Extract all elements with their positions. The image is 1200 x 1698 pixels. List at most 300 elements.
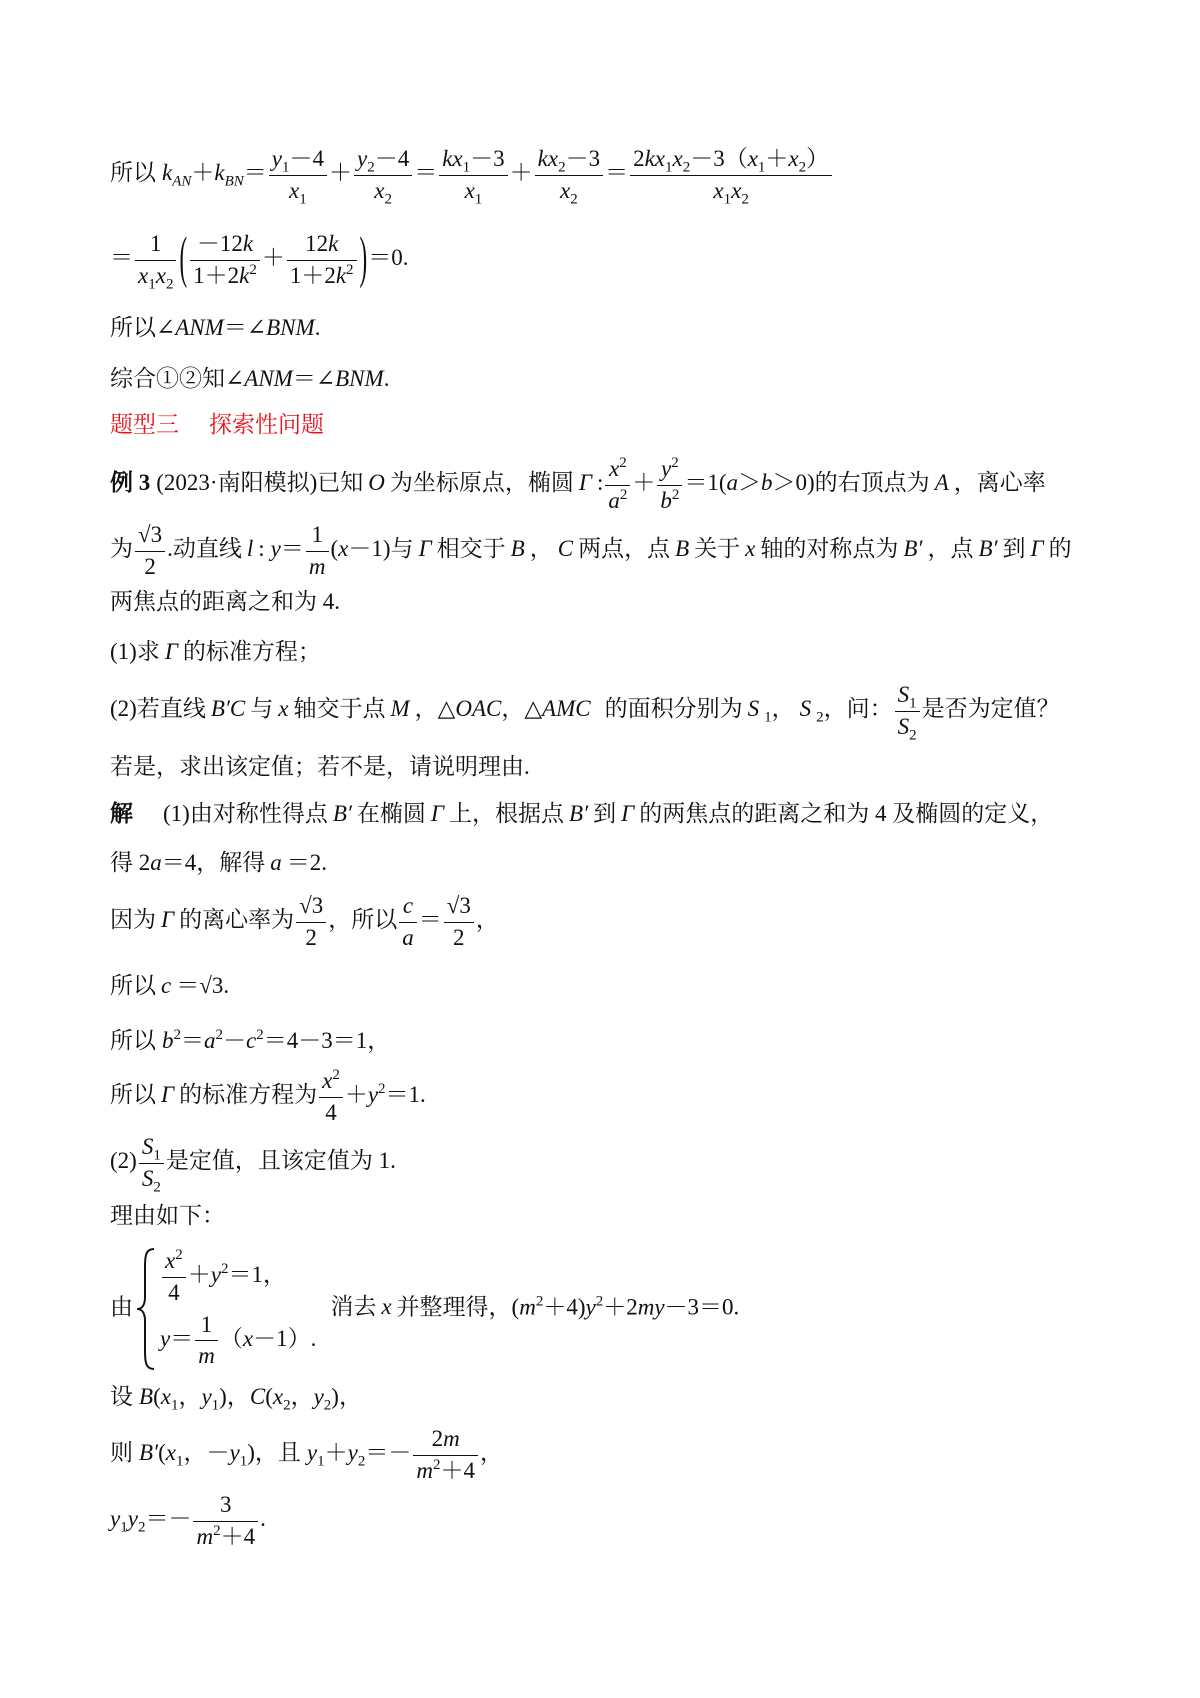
variable: B bbox=[675, 536, 690, 562]
subscript: 2 bbox=[741, 190, 749, 207]
text: .动直线 bbox=[167, 536, 242, 562]
variable: y bbox=[367, 1082, 379, 1108]
variable: Γ bbox=[1030, 536, 1044, 562]
operator: ＝ bbox=[418, 907, 442, 933]
variable: x bbox=[155, 262, 166, 288]
variable: y bbox=[270, 536, 281, 562]
numerator bbox=[287, 231, 357, 260]
variable: AMC bbox=[542, 696, 591, 722]
variable: k bbox=[335, 262, 347, 288]
operator: ＋ bbox=[324, 1440, 348, 1466]
subscript: 1 bbox=[764, 709, 772, 726]
variable: M bbox=[390, 696, 410, 722]
denominator bbox=[195, 1341, 218, 1369]
text: －4 bbox=[289, 146, 324, 172]
variable: C bbox=[249, 1384, 266, 1410]
text: ( bbox=[265, 1384, 273, 1410]
text: ， bbox=[290, 1384, 314, 1410]
text: 1 bbox=[200, 1312, 213, 1337]
subscript: 2 bbox=[570, 190, 578, 207]
operator: ＋ bbox=[191, 160, 215, 186]
variable: B bbox=[139, 1384, 154, 1410]
variable: a bbox=[204, 1028, 216, 1054]
variable: x bbox=[165, 1440, 176, 1466]
variable: x bbox=[272, 1384, 284, 1410]
superscript: 2 bbox=[213, 1522, 221, 1539]
variable: a bbox=[402, 924, 414, 950]
text: 是定值，且该定值为 1. bbox=[165, 1148, 396, 1174]
text: （ bbox=[219, 1326, 243, 1352]
text: 的标准方程； bbox=[182, 639, 321, 665]
superscript: 2 bbox=[432, 1456, 441, 1473]
denominator bbox=[193, 1522, 258, 1550]
subscript: 2 bbox=[367, 159, 375, 176]
line-content bbox=[110, 1068, 426, 1126]
subscript: 2 bbox=[558, 159, 566, 176]
text: ＝1， bbox=[228, 1262, 286, 1288]
operator: ＋ bbox=[261, 245, 285, 271]
text: 的标准方程为 bbox=[179, 1082, 318, 1108]
text: 的 bbox=[1048, 536, 1072, 562]
variable: m bbox=[198, 1343, 215, 1369]
fraction bbox=[319, 1068, 343, 1126]
numerator bbox=[413, 1426, 478, 1455]
superscript: 2 bbox=[220, 1261, 229, 1278]
subscript: 1 bbox=[909, 695, 917, 712]
denominator bbox=[399, 923, 417, 951]
text: : bbox=[596, 470, 604, 496]
text: 与 bbox=[250, 696, 274, 722]
text: √3 bbox=[299, 893, 324, 919]
variable: x bbox=[381, 1294, 392, 1320]
variable: B′ bbox=[332, 801, 352, 827]
variable: c bbox=[246, 1028, 257, 1054]
line-content bbox=[110, 1027, 390, 1055]
left-parenthesis: ( bbox=[179, 226, 188, 289]
variable: b bbox=[162, 1028, 174, 1054]
line-content bbox=[110, 365, 389, 393]
variable: x bbox=[608, 456, 620, 482]
text: －3 bbox=[565, 146, 601, 172]
numerator bbox=[135, 231, 176, 260]
text: 则 bbox=[110, 1440, 133, 1466]
text: 所以 bbox=[110, 1028, 156, 1054]
variable: x bbox=[559, 177, 571, 203]
operator: ＝－ bbox=[145, 1506, 192, 1532]
variable: x bbox=[338, 536, 349, 562]
text: 轴交于点 bbox=[293, 696, 386, 722]
text: ＝0. bbox=[368, 245, 409, 271]
superscript: 2 bbox=[332, 1067, 340, 1084]
text: ， bbox=[771, 696, 795, 722]
numerator bbox=[439, 146, 507, 175]
text: √3 bbox=[446, 893, 471, 919]
numerator bbox=[605, 456, 630, 485]
operator: ＋ bbox=[187, 1262, 211, 1288]
variable: y bbox=[110, 1506, 121, 1532]
numerator bbox=[139, 1134, 164, 1163]
text: ） bbox=[806, 146, 830, 172]
text: 到 bbox=[593, 801, 617, 827]
denominator bbox=[895, 712, 920, 743]
text: (1)求 bbox=[110, 639, 160, 665]
variable: C bbox=[557, 536, 574, 562]
text: ，点 bbox=[927, 536, 974, 562]
operator: ＋ bbox=[509, 160, 533, 186]
text: 消去 bbox=[330, 1294, 377, 1320]
text: 2 bbox=[633, 146, 645, 172]
text: ＋4 bbox=[220, 1523, 256, 1549]
variable: x bbox=[165, 1248, 176, 1274]
text: 为 bbox=[110, 536, 133, 562]
text: . bbox=[314, 315, 321, 341]
text: 相交于 bbox=[436, 536, 506, 562]
variable: ANM bbox=[175, 315, 224, 341]
text: ＞0)的右顶点为 bbox=[772, 470, 930, 496]
text: 1 bbox=[311, 522, 323, 548]
text: ＝√3. bbox=[176, 973, 230, 999]
variable: y bbox=[229, 1440, 240, 1466]
denominator bbox=[444, 923, 474, 951]
variable: k bbox=[328, 231, 339, 257]
denominator bbox=[135, 261, 176, 292]
numerator bbox=[895, 682, 920, 711]
variable: x bbox=[160, 1384, 171, 1410]
fraction bbox=[630, 146, 832, 207]
text: )， bbox=[219, 1384, 250, 1410]
variable: B′C bbox=[210, 696, 246, 722]
text: ＝4，解得 bbox=[161, 850, 266, 876]
text: 的离心率为 bbox=[179, 907, 295, 933]
text: －4 bbox=[374, 146, 410, 172]
text: . bbox=[383, 366, 390, 392]
subscript: 2 bbox=[153, 1178, 161, 1195]
fraction bbox=[354, 146, 412, 207]
text: (1)由对称性得点 bbox=[163, 801, 328, 827]
text: 4 bbox=[325, 1099, 337, 1125]
text: 所以 bbox=[110, 973, 156, 999]
text: 12 bbox=[305, 231, 329, 257]
text: )， bbox=[331, 1384, 362, 1410]
text: )，且 bbox=[247, 1440, 301, 1466]
line-content bbox=[110, 456, 1046, 514]
fraction bbox=[269, 146, 327, 207]
variable: a bbox=[726, 470, 739, 496]
variable: m bbox=[416, 1457, 433, 1483]
variable: Γ bbox=[430, 801, 445, 827]
subscript: 2 bbox=[909, 726, 917, 743]
operator: ＝ bbox=[181, 1028, 204, 1054]
variable: B′ bbox=[569, 801, 589, 827]
text: 的两焦点的距离之和为 4 及椭圆的定义， bbox=[639, 801, 1054, 827]
text: ( bbox=[153, 1384, 161, 1410]
text: 2 bbox=[144, 553, 156, 579]
denominator bbox=[162, 1278, 186, 1306]
numerator bbox=[135, 522, 165, 551]
subscript: 1 bbox=[239, 1453, 248, 1470]
variable: x bbox=[138, 262, 149, 288]
superscript: 2 bbox=[378, 1081, 386, 1098]
variable: x bbox=[289, 177, 300, 203]
text: 关于 bbox=[694, 536, 741, 562]
text: －3＝0. bbox=[664, 1294, 740, 1320]
text: 两焦点的距离之和为 4. bbox=[110, 589, 340, 615]
text: ， bbox=[178, 1384, 202, 1410]
fraction bbox=[135, 231, 176, 292]
line-content bbox=[110, 682, 1060, 743]
subscript: 1 bbox=[282, 159, 290, 176]
fraction bbox=[190, 231, 260, 289]
text: 设 bbox=[110, 1384, 133, 1410]
right-parenthesis: ) bbox=[359, 226, 368, 289]
numerator bbox=[269, 146, 327, 175]
fraction bbox=[193, 1492, 258, 1550]
section-number: 题型三 bbox=[110, 412, 179, 438]
numerator bbox=[193, 1492, 258, 1521]
text: 1＋2 bbox=[289, 262, 336, 288]
subscript: 2 bbox=[283, 1397, 291, 1414]
numerator bbox=[195, 1312, 218, 1341]
subscript: 1 bbox=[462, 159, 471, 176]
variable: B′ bbox=[978, 536, 998, 562]
variable: y bbox=[585, 1294, 596, 1320]
superscript: 2 bbox=[671, 455, 679, 472]
text: －3（ bbox=[690, 146, 748, 172]
line-content bbox=[110, 972, 229, 1000]
subscript: 2 bbox=[816, 709, 824, 726]
variable: x bbox=[464, 177, 475, 203]
left-brace bbox=[135, 1247, 157, 1371]
superscript: 2 bbox=[215, 1027, 223, 1044]
line-content bbox=[110, 411, 324, 439]
line-content bbox=[110, 588, 340, 616]
variable: m bbox=[308, 553, 326, 579]
system-row-2 bbox=[160, 1312, 316, 1370]
text: ，△ bbox=[501, 696, 543, 722]
fraction bbox=[895, 682, 920, 743]
section-title: 探索性问题 bbox=[209, 412, 324, 438]
variable: OAC bbox=[455, 696, 502, 722]
variable: y bbox=[210, 1262, 221, 1288]
line-content bbox=[110, 1492, 266, 1550]
variable: x bbox=[322, 1068, 333, 1094]
line-content bbox=[110, 314, 320, 342]
subscript: 1 bbox=[317, 1453, 325, 1470]
variable: b bbox=[761, 470, 773, 496]
variable: y bbox=[201, 1384, 212, 1410]
denominator bbox=[657, 486, 682, 514]
text: 上，根据点 bbox=[449, 801, 565, 827]
text: 1 bbox=[149, 231, 162, 257]
variable: A bbox=[934, 470, 949, 496]
numerator bbox=[190, 231, 260, 260]
variable: k bbox=[162, 160, 173, 186]
text: (2) bbox=[110, 1148, 137, 1174]
text: 理由如下： bbox=[110, 1203, 225, 1229]
variable: kx bbox=[644, 146, 665, 172]
subscript: 1 bbox=[175, 1453, 184, 1470]
numerator bbox=[319, 1068, 343, 1097]
text: 的面积分别为 bbox=[604, 696, 743, 722]
text: ＝1( bbox=[684, 470, 727, 496]
fraction bbox=[657, 456, 682, 514]
line-content bbox=[110, 753, 530, 781]
example-label: 例 3 bbox=[110, 470, 151, 496]
text: ＋4 bbox=[440, 1457, 475, 1483]
numerator bbox=[306, 522, 329, 551]
numerator bbox=[399, 893, 417, 922]
variable: Γ bbox=[621, 801, 635, 827]
variable: x bbox=[713, 177, 724, 203]
fraction bbox=[605, 456, 630, 514]
subscript: 1 bbox=[474, 190, 483, 207]
variable: Γ bbox=[418, 536, 432, 562]
superscript: 2 bbox=[346, 261, 354, 278]
line-content bbox=[110, 1202, 225, 1230]
subscript: 2 bbox=[682, 159, 691, 176]
variable: x bbox=[747, 146, 758, 172]
superscript: 2 bbox=[173, 1027, 181, 1044]
variable: m bbox=[443, 1426, 460, 1452]
variable: B′ bbox=[903, 536, 923, 562]
denominator bbox=[535, 176, 603, 207]
operator: ＝ bbox=[414, 160, 438, 186]
text: 2 bbox=[453, 924, 465, 950]
text: ＋4) bbox=[543, 1294, 586, 1320]
variable: y bbox=[357, 146, 368, 172]
fraction bbox=[306, 522, 329, 580]
text: 到 bbox=[1002, 536, 1026, 562]
operator: ＝－ bbox=[365, 1440, 412, 1466]
variable: k bbox=[242, 231, 254, 257]
text: ，－ bbox=[183, 1440, 230, 1466]
text: 并整理得，( bbox=[396, 1294, 520, 1320]
fraction bbox=[287, 231, 357, 289]
variable: y bbox=[271, 146, 282, 172]
variable: Γ bbox=[161, 1082, 175, 1108]
text: 为坐标原点，椭圆 bbox=[389, 470, 574, 496]
text: 2 bbox=[305, 924, 317, 950]
variable: S bbox=[799, 696, 812, 722]
variable: x bbox=[788, 146, 799, 172]
text: ，所以 bbox=[328, 907, 398, 933]
denominator bbox=[287, 261, 357, 289]
text: . bbox=[260, 1506, 266, 1532]
fraction bbox=[535, 146, 603, 207]
denominator bbox=[306, 552, 329, 580]
variable: l bbox=[246, 536, 254, 562]
text: －12 bbox=[196, 231, 243, 257]
variable: BNM bbox=[335, 366, 384, 392]
denominator bbox=[139, 1164, 164, 1195]
subscript: 1 bbox=[299, 190, 307, 207]
subscript: 1 bbox=[757, 159, 766, 176]
text: ＝∠ bbox=[223, 315, 267, 341]
text: ＝∠ bbox=[292, 366, 336, 392]
variable: y bbox=[660, 456, 672, 482]
variable: y bbox=[160, 1326, 171, 1352]
text: 1＋2 bbox=[193, 262, 240, 288]
solution-label: 解 bbox=[110, 801, 133, 827]
text: 轴的对称点为 bbox=[760, 536, 899, 562]
text: 在椭圆 bbox=[356, 801, 426, 827]
fraction bbox=[296, 893, 326, 951]
fraction bbox=[413, 1426, 478, 1484]
variable: S bbox=[141, 1134, 154, 1160]
text: －1）. bbox=[253, 1326, 317, 1352]
subscript: 2 bbox=[384, 190, 392, 207]
text: ， bbox=[479, 1440, 503, 1466]
text: 若是，求出该定值；若不是，请说明理由. bbox=[110, 754, 530, 780]
variable: y bbox=[313, 1384, 324, 1410]
subscript: BN bbox=[224, 173, 244, 190]
text: (2)若直线 bbox=[110, 696, 206, 722]
text: －3 bbox=[470, 146, 505, 172]
variable: S bbox=[747, 696, 760, 722]
variable: m bbox=[196, 1523, 214, 1549]
numerator bbox=[657, 456, 682, 485]
text: ， bbox=[529, 536, 553, 562]
denominator bbox=[296, 923, 326, 951]
numerator bbox=[444, 893, 474, 922]
variable: x bbox=[745, 536, 756, 562]
variable: m bbox=[519, 1294, 536, 1320]
superscript: 2 bbox=[671, 486, 680, 503]
text: (2023·南阳模拟)已知 bbox=[156, 470, 364, 496]
line-content bbox=[110, 146, 834, 207]
text: 由 bbox=[110, 1294, 133, 1320]
numerator bbox=[162, 1248, 186, 1277]
numerator bbox=[630, 146, 832, 175]
superscript: 2 bbox=[249, 261, 257, 278]
text: 两点，点 bbox=[578, 536, 671, 562]
superscript: 2 bbox=[619, 455, 627, 472]
superscript: 2 bbox=[175, 1247, 183, 1264]
operator: ＝ bbox=[243, 160, 267, 186]
variable: BNM bbox=[266, 315, 315, 341]
denominator bbox=[269, 176, 327, 207]
subscript: 1 bbox=[723, 190, 732, 207]
variable: k bbox=[239, 262, 250, 288]
denominator bbox=[135, 552, 165, 580]
line-content bbox=[110, 638, 321, 666]
operator: ＋ bbox=[632, 470, 656, 496]
fraction bbox=[399, 893, 417, 951]
text: ，问： bbox=[823, 696, 893, 722]
superscript: 2 bbox=[256, 1027, 264, 1044]
fraction bbox=[439, 146, 507, 207]
denominator bbox=[190, 261, 260, 289]
variable: y bbox=[127, 1506, 138, 1532]
numerator bbox=[296, 893, 326, 922]
operator: ＝ bbox=[110, 245, 133, 271]
text: 得 2 bbox=[110, 850, 151, 876]
fraction bbox=[444, 893, 474, 951]
system-rows bbox=[160, 1248, 316, 1370]
line-content bbox=[110, 1134, 396, 1195]
fraction bbox=[139, 1134, 164, 1195]
numerator bbox=[535, 146, 603, 175]
subscript: 1 bbox=[664, 159, 673, 176]
variable: c bbox=[402, 893, 414, 919]
superscript: 2 bbox=[535, 1293, 544, 1310]
text: 2 bbox=[431, 1426, 444, 1452]
denominator bbox=[354, 176, 412, 207]
text: √3 bbox=[138, 522, 163, 548]
line-content bbox=[110, 849, 327, 877]
variable: O bbox=[368, 470, 385, 496]
fraction bbox=[135, 522, 165, 580]
